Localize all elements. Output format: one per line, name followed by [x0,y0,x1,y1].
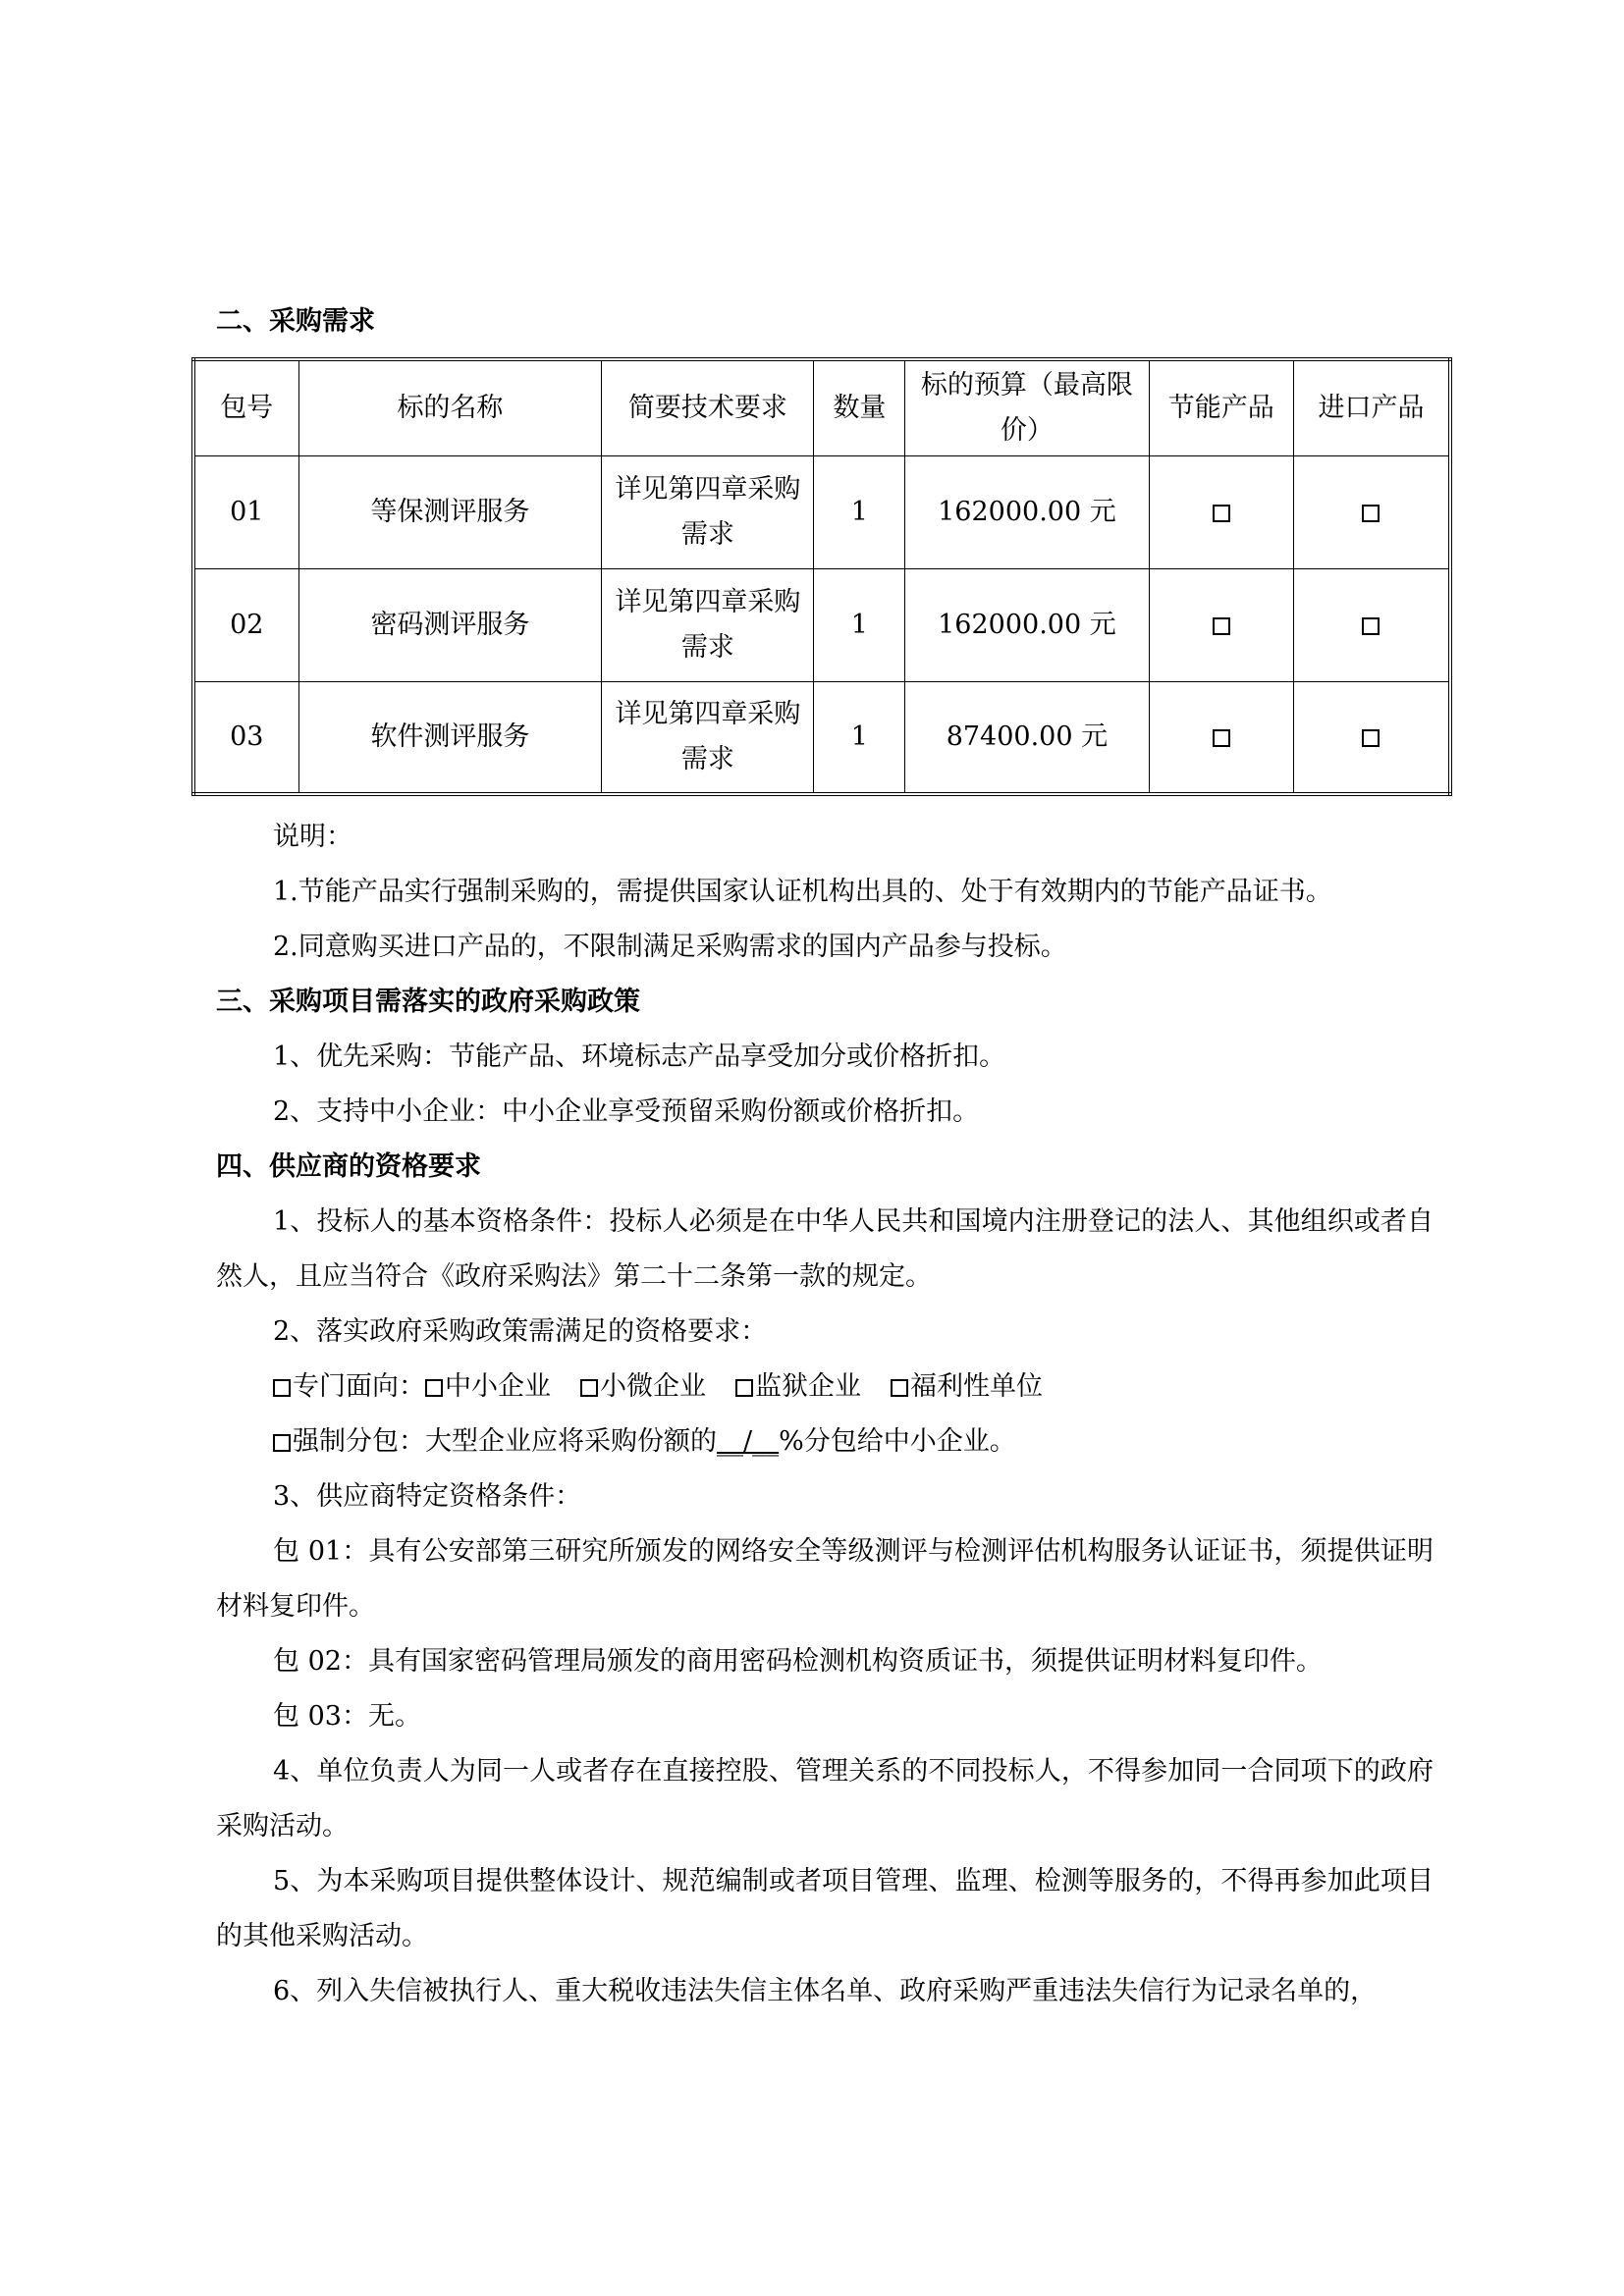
forced-subcontract-blank: __/__ [717,1426,780,1457]
checkbox-welfare[interactable] [891,1379,908,1397]
special-targeting-line [216,1360,1434,1415]
checkbox-sme[interactable] [425,1379,443,1397]
cell-budget: 162000.00 元 [905,568,1149,681]
cell-energy-saving [1149,568,1293,681]
cell-energy-saving [1149,681,1293,794]
checkbox-forced-subcontract[interactable] [273,1434,291,1452]
policy-item: 2、支持中小企业：中小企业享受预留采购份额或价格折扣。 [273,1096,980,1127]
package-02-requirement: 包 02：具有国家密码管理局颁发的商用密码检测机构资质证书，须提供证明材料复印件。 [273,1646,1323,1677]
cell-item-name: 软件测评服务 [298,681,602,794]
checkbox-special-targeting[interactable] [273,1379,291,1397]
table-row [193,455,1450,568]
cell-budget: 162000.00 元 [905,455,1149,568]
forced-subcontract-line [216,1415,1434,1469]
cell-tech-req: 详见第四章采购需求 [602,681,814,794]
note-item: 1.节能产品实行强制采购的，需提供国家认证机构出具的、处于有效期内的节能产品证书。 [273,877,1332,907]
header-item-name: 标的名称 [298,359,602,455]
header-package: 包号 [193,359,298,455]
section4-heading: 四、供应商的资格要求 [216,1151,481,1182]
document-page [216,294,1434,2019]
checkbox-micro-small[interactable] [580,1379,598,1397]
cell-imported [1293,568,1450,681]
table-header-row [193,359,1450,455]
checkbox-imported[interactable] [1362,729,1380,747]
cell-budget: 87400.00 元 [905,681,1149,794]
special-targeting-label: 专门面向： [293,1371,425,1402]
cell-quantity: 1 [814,455,905,568]
cell-energy-saving [1149,455,1293,568]
header-energy-saving: 节能产品 [1149,359,1293,455]
table-row [193,568,1450,681]
option-micro-small: 小微企业 [600,1371,706,1402]
table-row [193,681,1450,794]
header-imported: 进口产品 [1293,359,1450,455]
cell-imported [1293,681,1450,794]
header-tech-req: 简要技术要求 [602,359,814,455]
checkbox-imported[interactable] [1362,617,1380,635]
cell-imported [1293,455,1450,568]
qualification-item-2: 2、落实政府采购政策需满足的资格要求： [273,1316,768,1347]
option-sme: 中小企业 [445,1371,551,1402]
cell-quantity: 1 [814,568,905,681]
option-prison: 监狱企业 [755,1371,861,1402]
checkbox-prison[interactable] [735,1379,753,1397]
cell-package: 03 [193,681,298,794]
forced-subcontract-suffix: %分包给中小企业。 [779,1426,1016,1457]
cell-quantity: 1 [814,681,905,794]
checkbox-energy-saving[interactable] [1213,729,1230,747]
forced-subcontract-prefix: 强制分包：大型企业应将采购份额的 [293,1426,717,1457]
package-01-requirement: 包 01：具有公安部第三研究所颁发的网络安全等级测评与检测评估机构服务认证证书，须提供证明材料复印件。 [216,1536,1434,1622]
procurement-table [191,357,1452,796]
section3-heading: 三、采购项目需落实的政府采购政策 [216,987,640,1017]
cell-package: 01 [193,455,298,568]
checkbox-energy-saving[interactable] [1213,505,1230,522]
cell-item-name: 密码测评服务 [298,568,602,681]
header-budget: 标的预算（最高限价） [905,359,1149,455]
note-item: 2.同意购买进口产品的，不限制满足采购需求的国内产品参与投标。 [273,932,1067,962]
section2-heading: 二、采购需求 [216,306,375,337]
checkbox-imported[interactable] [1362,505,1380,522]
cell-package: 02 [193,568,298,681]
qualification-item-1: 1、投标人的基本资格条件：投标人必须是在中华人民共和国境内注册登记的法人、其他组织或者自然人，且应当符合《政府采购法》第二十二条第一款的规定。 [216,1206,1434,1292]
option-welfare: 福利性单位 [910,1371,1043,1402]
note-label: 说明： [273,822,352,852]
package-03-requirement: 包 03：无。 [273,1701,421,1732]
procurement-table-wrapper [191,357,1452,796]
cell-tech-req: 详见第四章采购需求 [602,455,814,568]
cell-tech-req: 详见第四章采购需求 [602,568,814,681]
checkbox-energy-saving[interactable] [1213,617,1230,635]
qualification-item-3: 3、供应商特定资格条件： [273,1481,582,1512]
qualification-item-4: 4、单位负责人为同一人或者存在直接控股、管理关系的不同投标人，不得参加同一合同项下的政府采购活动。 [216,1756,1434,1842]
cell-item-name: 等保测评服务 [298,455,602,568]
header-quantity: 数量 [814,359,905,455]
qualification-item-6: 6、列入失信被执行人、重大税收违法失信主体名单、政府采购严重违法失信行为记录名单的， [273,1976,1378,2006]
qualification-item-5: 5、为本采购项目提供整体设计、规范编制或者项目管理、监理、检测等服务的，不得再参加此项目的其他采购活动。 [216,1866,1434,1951]
policy-item: 1、优先采购：节能产品、环境标志产品享受加分或价格折扣。 [273,1041,1006,1072]
